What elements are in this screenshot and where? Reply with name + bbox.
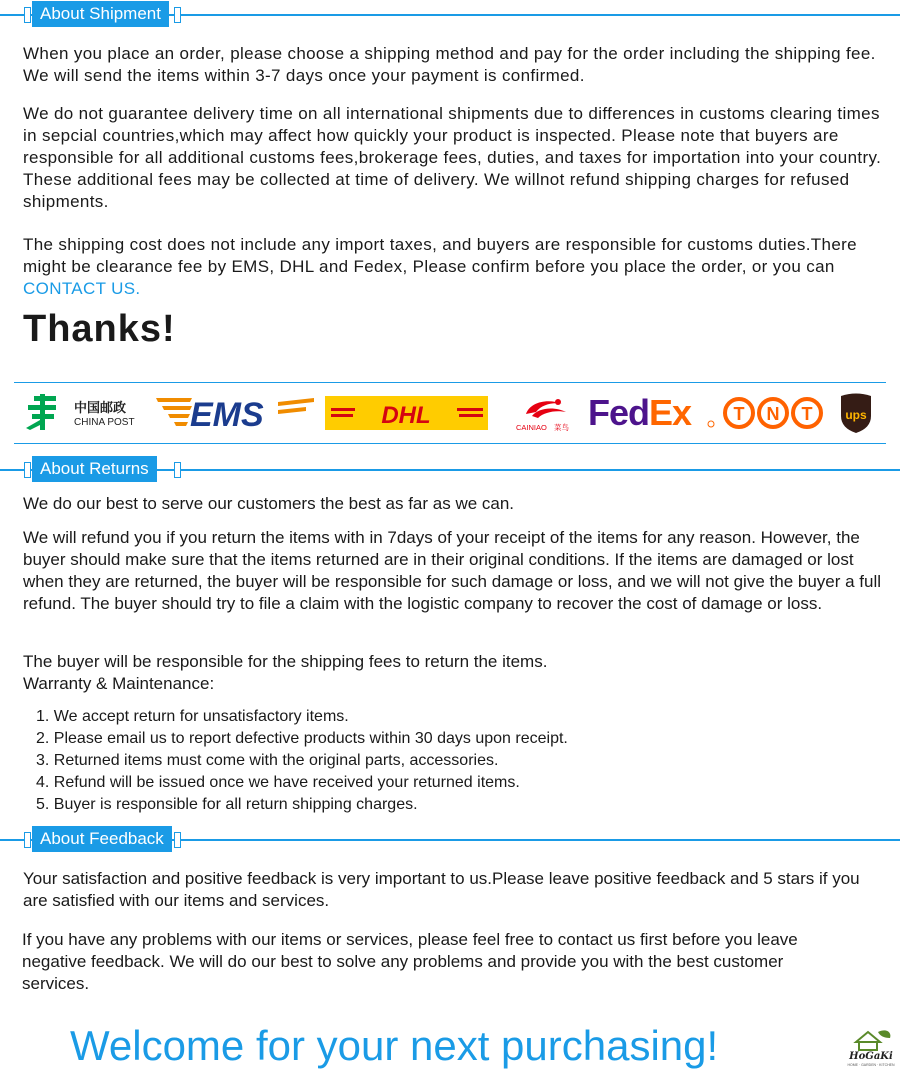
cainiao-logo bbox=[514, 392, 576, 434]
divider-cap bbox=[24, 832, 31, 848]
ems-logo bbox=[156, 392, 316, 434]
china-post-logo bbox=[24, 392, 149, 434]
tnt-letter-3: T bbox=[801, 404, 813, 424]
cainiao-text: CAINIAO bbox=[516, 423, 547, 432]
shipment-paragraph-2: We do not guarantee delivery time on all international shipments due to differences in customs clearing times in sepcial countries,which may affect how quickly your product is inspected. Please note that buyers are responsible for all additional customs fees,brokerage fees, duties, and taxes for importation into your country. These additional fees may be collected at time of delivery. We willnot refund shipping charges for refused shipments. bbox=[23, 104, 882, 211]
tnt-logo bbox=[722, 392, 824, 434]
china-post-emblem-icon bbox=[26, 394, 56, 430]
returns-paragraph-1: We do our best to serve our customers the best as far as we can. bbox=[23, 494, 515, 513]
thanks-heading: Thanks! bbox=[23, 308, 176, 350]
ups-logo bbox=[839, 392, 873, 434]
fedex-fed-text: Fed bbox=[588, 392, 650, 433]
dhl-text: DHL bbox=[381, 402, 431, 429]
returns-paragraph-3: The buyer will be responsible for the shipping fees to return the items. bbox=[23, 652, 548, 671]
shipment-paragraph-3-text: The shipping cost does not include any import taxes, and buyers are responsible for customs duties.There might be clearance fee by EMS, DHL and Fedex, Please confirm before you place the order, or you can bbox=[23, 235, 857, 276]
shipment-paragraph-1: When you place an order, please choose a shipping method and pay for the order including the shipping fee. We will send the items within 3-7 days once your payment is confirmed. bbox=[23, 44, 876, 85]
returns-header-label: About Returns bbox=[32, 456, 157, 482]
ups-text: ups bbox=[845, 408, 867, 422]
brand-tagline: HOME · GARDEN · KITCHEN bbox=[847, 1063, 895, 1067]
warranty-heading: Warranty & Maintenance: bbox=[23, 674, 215, 693]
returns-policy-list bbox=[36, 706, 568, 816]
feedback-paragraph-1: Your satisfaction and positive feedback is very important to us.Please leave positive feedback and 5 stars if you are satisfied with our items and services. bbox=[23, 869, 860, 910]
china-post-cn-text: 中国邮政 bbox=[74, 401, 127, 416]
shipment-header-label: About Shipment bbox=[32, 1, 169, 27]
fedex-logo bbox=[588, 392, 718, 434]
list-item: 2. Please email us to report defective products within 30 days upon receipt. bbox=[36, 730, 568, 747]
tnt-letter-2: N bbox=[766, 404, 780, 424]
carrier-logos-strip bbox=[14, 382, 886, 444]
list-item: 1. We accept return for unsatisfactory items. bbox=[36, 708, 349, 725]
list-item: 5. Buyer is responsible for all return shipping charges. bbox=[36, 796, 418, 813]
feedback-section-header bbox=[0, 825, 900, 855]
contact-us-link[interactable]: CONTACT US. bbox=[23, 279, 141, 298]
welcome-message: Welcome for your next purchasing! bbox=[70, 1022, 719, 1069]
returns-paragraph-2: We will refund you if you return the items with in 7days of your receipt of the items for any reason. However, the buyer should make sure that the items returned are in their original conditions. If the items are damaged or lost when they are returned, the buyer will be responsible for such damage or loss, and we will not give the buyer a full refund. The buyer should try to file a claim with the logistic company to recover the cost of damage or loss. bbox=[23, 528, 882, 613]
brand-name: HoGaKi bbox=[849, 1051, 893, 1062]
china-post-en-text: CHINA POST bbox=[74, 417, 135, 428]
divider-cap bbox=[174, 7, 181, 23]
returns-section-header bbox=[0, 455, 900, 485]
shipment-section-header bbox=[0, 0, 900, 30]
svg-text:FedEx bbox=[588, 392, 692, 433]
cainiao-bird-icon bbox=[526, 399, 566, 418]
dhl-logo bbox=[325, 392, 488, 434]
tnt-letter-1: T bbox=[733, 404, 745, 424]
ems-text: EMS bbox=[190, 396, 264, 434]
house-leaf-icon bbox=[856, 1030, 890, 1050]
fedex-ex-text: Ex bbox=[649, 392, 692, 433]
cainiao-cn-text: 菜鸟 bbox=[554, 423, 569, 432]
registered-mark-icon bbox=[708, 421, 714, 427]
divider-cap bbox=[174, 462, 181, 478]
list-item: 4. Refund will be issued once we have received your returned items. bbox=[36, 774, 520, 791]
feedback-paragraph-2: If you have any problems with our items or services, please feel free to contact us first before you leave negative feedback. We will do our best to solve any problems and provide you with the best customer services. bbox=[22, 930, 798, 993]
hogaki-brand-logo bbox=[842, 1026, 900, 1068]
divider-cap bbox=[174, 832, 181, 848]
divider-cap bbox=[24, 7, 31, 23]
list-item: 3. Returned items must come with the original parts, accessories. bbox=[36, 752, 499, 769]
feedback-header-label: About Feedback bbox=[32, 826, 172, 852]
divider-cap bbox=[24, 462, 31, 478]
shipment-paragraph-3 bbox=[23, 234, 895, 300]
